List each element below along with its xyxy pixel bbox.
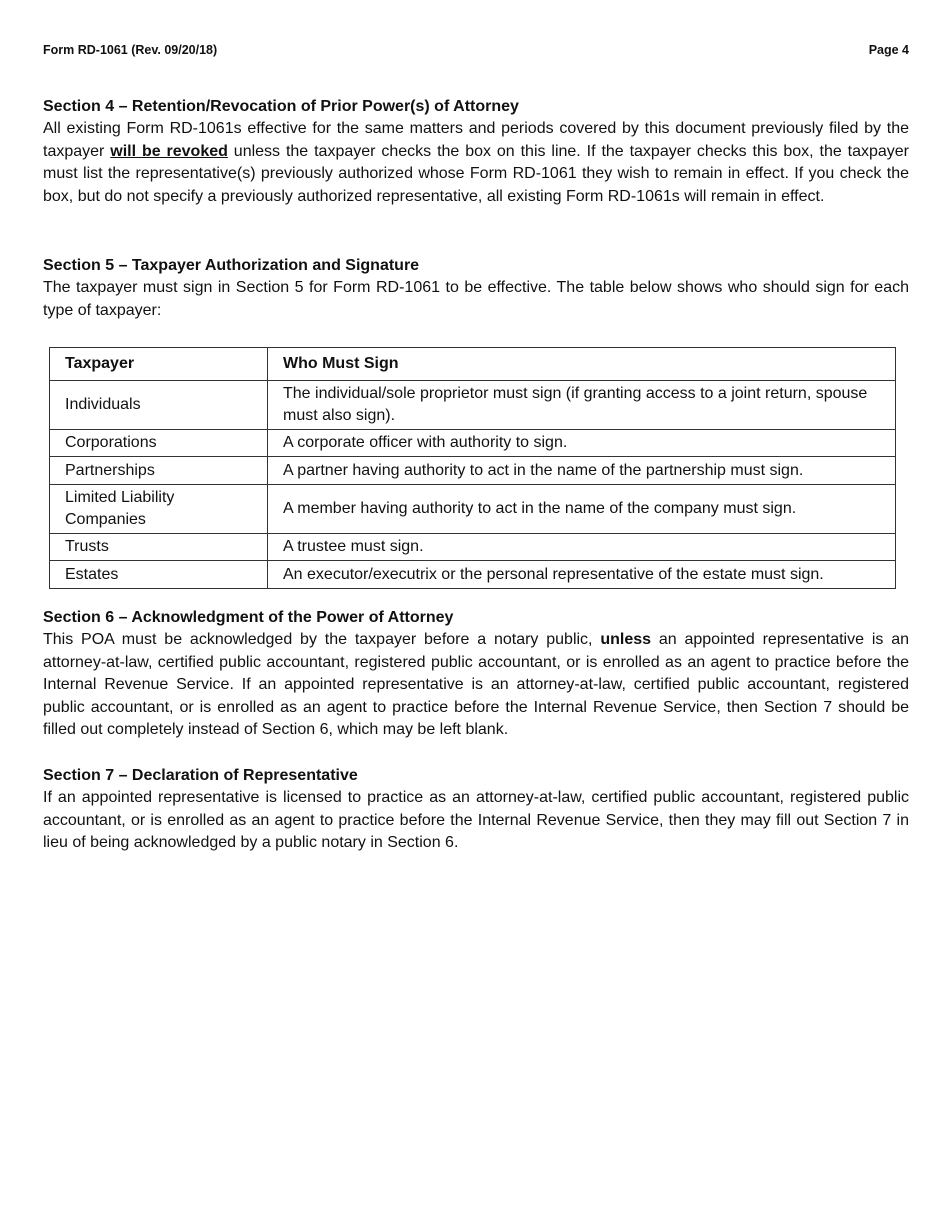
page-number: Page 4	[868, 43, 909, 57]
column-header-taxpayer: Taxpayer	[50, 348, 268, 381]
who-must-sign-cell: A corporate officer with authority to sign.	[268, 430, 896, 457]
who-must-sign-cell: A trustee must sign.	[268, 534, 896, 561]
taxpayer-cell: Individuals	[50, 381, 268, 430]
form-id: Form RD-1061 (Rev. 09/20/18)	[43, 43, 218, 57]
section-4	[43, 96, 909, 208]
taxpayer-cell: Limited Liability Companies	[50, 485, 268, 534]
section-6-body: This POA must be acknowledged by the taxpayer before a notary public, unless an appointed representative is an attorney-at-law, certified public accountant, registered public accountant, or is enrolled as an agent to practice before the Internal Revenue Service. If an appointed representative is an attorney-at-law, certified public accountant, registered public accountant, or is enrolled as an agent to practice before the Internal Revenue Service, then Section 7 should be filled out completely instead of Section 6, which may be left blank.	[43, 631, 910, 739]
table-row	[50, 381, 896, 430]
table-row	[50, 561, 896, 589]
who-must-sign-cell: A partner having authority to act in the name of the partnership must sign.	[268, 457, 896, 485]
table-row	[50, 430, 896, 457]
taxpayer-cell: Estates	[50, 561, 268, 589]
section-4-title: Section 4 – Retention/Revocation of Prior Power(s) of Attorney	[43, 98, 519, 115]
table-row	[50, 485, 896, 534]
section-5-title: Section 5 – Taxpayer Authorization and Signature	[43, 257, 420, 274]
who-must-sign-cell: A member having authority to act in the name of the company must sign.	[268, 485, 896, 534]
section-5-body: The taxpayer must sign in Section 5 for Form RD-1061 to be effective. The table below shows who should sign for each type of taxpayer:	[43, 279, 909, 319]
table-header-row	[50, 348, 896, 381]
taxpayer-cell: Trusts	[50, 534, 268, 561]
table-row	[50, 457, 896, 485]
revoked-emphasis: will be revoked	[110, 142, 228, 160]
section-7-body: If an appointed representative is licensed to practice as an attorney-at-law, certified public accountant, registered public accountant, or is enrolled as an agent to practice before the Internal Revenue Service, then they may fill out Section 7 in lieu of being acknowledged by a public notary in Section 6.	[43, 789, 909, 852]
column-header-who-must-sign: Who Must Sign	[268, 348, 896, 381]
section-4-body: All existing Form RD-1061s effective for the same matters and periods covered by this document previously filed by the taxpayer will be revoked unless the taxpayer checks the box on this line. If the taxpayer checks this box, the taxpayer must list the representative(s) previously authorized whose Form RD-1061 they wish to remain in effect. If you check the box, but do not specify a previously authorized representative, all existing Form RD-1061s will remain in effect.	[43, 120, 910, 205]
taxpayer-cell: Partnerships	[50, 457, 268, 485]
section-6	[43, 607, 909, 742]
section-7	[43, 765, 909, 855]
section-6-title: Section 6 – Acknowledgment of the Power of Attorney	[43, 609, 454, 626]
who-must-sign-cell: The individual/sole proprietor must sign (if granting access to a joint return, spouse must also sign).	[268, 381, 896, 430]
signer-table	[49, 347, 896, 589]
section-7-title: Section 7 – Declaration of Representative	[43, 767, 358, 784]
unless-emphasis: unless	[600, 631, 652, 648]
who-must-sign-cell: An executor/executrix or the personal representative of the estate must sign.	[268, 561, 896, 589]
section-5	[43, 255, 909, 322]
taxpayer-cell: Corporations	[50, 430, 268, 457]
table-row	[50, 534, 896, 561]
